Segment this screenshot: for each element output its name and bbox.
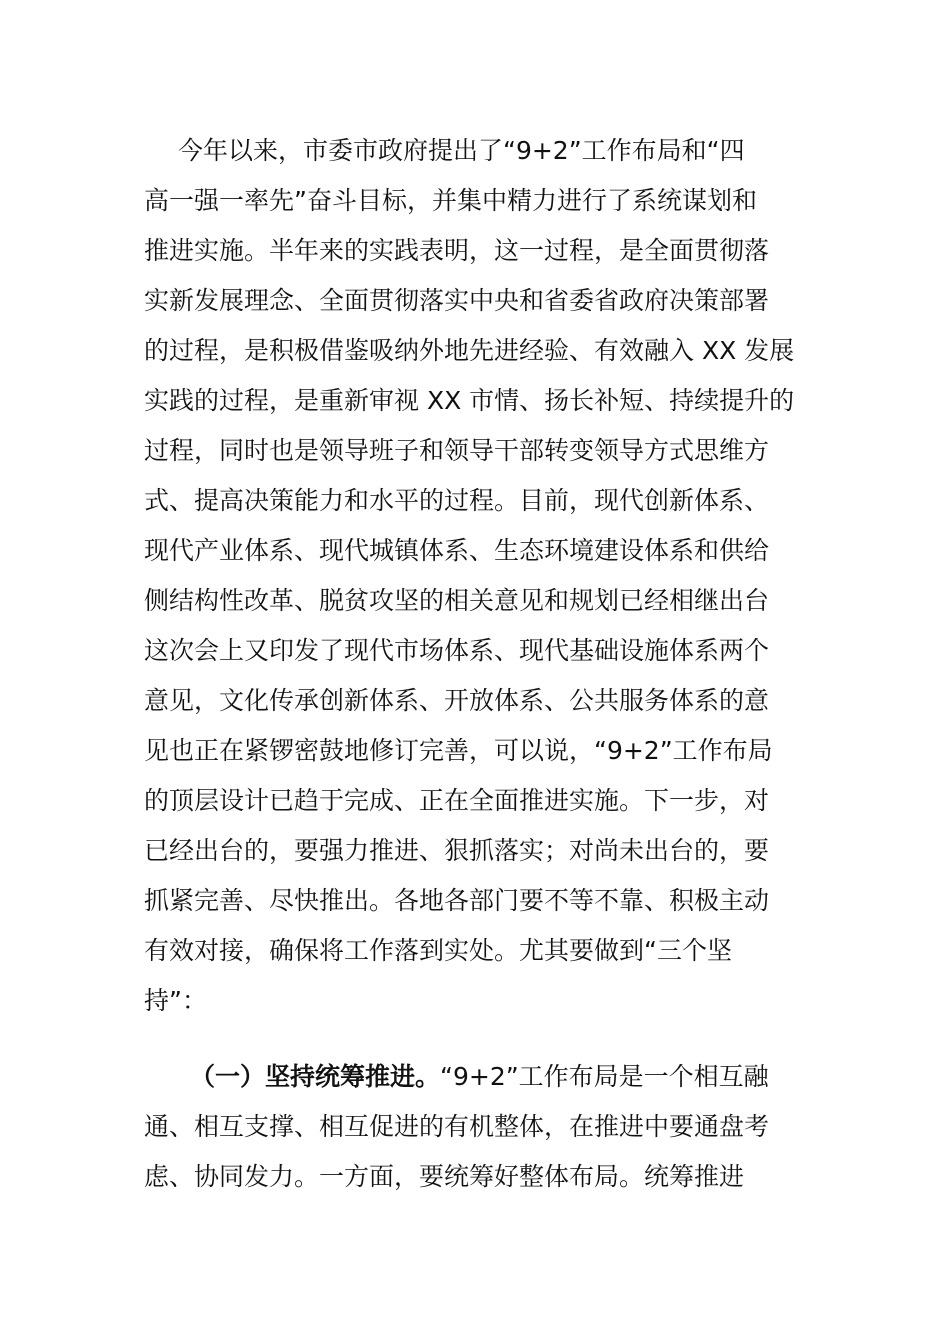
text-line — [144, 1052, 809, 1102]
text-line: 已经出台的，要强力推进、狠抓落实；对尚未出台的，要 — [144, 836, 770, 865]
text-line: 实践的过程，是重新审视 XX 市情、扬长补短、持续提升的 — [144, 386, 795, 415]
text-line: 抓紧完善、尽快推出。各地各部门要不等不靠、积极主动 — [144, 886, 770, 915]
text-line: 通、相互支撑、相互促进的有机整体，在推进中要通盘考 — [144, 1112, 770, 1141]
text-line: 侧结构性改革、脱贫攻坚的相关意见和规划已经相继出台 — [144, 586, 770, 615]
text-line: 的顶层设计已趋于完成、正在全面推进实施。下一步，对 — [144, 786, 770, 815]
text-line: 推进实施。半年来的实践表明，这一过程，是全面贯彻落 — [144, 236, 770, 265]
document-body — [144, 126, 809, 1202]
paragraph-intro — [144, 126, 809, 1026]
text-line: 有效对接，确保将工作落到实处。尤其要做到“三个坚 — [144, 936, 732, 965]
text-line: 持”： — [144, 986, 207, 1015]
text-line: 高一强一率先”奋斗目标，并集中精力进行了系统谋划和 — [144, 186, 757, 215]
paragraph-section-one — [144, 1052, 809, 1202]
text-line: 意见，文化传承创新体系、开放体系、公共服务体系的意 — [144, 686, 770, 715]
text-line: 虑、协同发力。一方面，要统筹好整体布局。统筹推进 — [144, 1162, 745, 1191]
text-line: 见也正在紧锣密鼓地修订完善，可以说，“9+2”工作布局 — [144, 736, 773, 765]
text-line: 过程，同时也是领导班子和领导干部转变领导方式思维方 — [144, 436, 770, 465]
text-line: 的过程，是积极借鉴吸纳外地先进经验、有效融入 XX 发展 — [144, 336, 795, 365]
section-heading: （一）坚持统筹推进。 — [190, 1062, 441, 1091]
section-text: “9+2”工作布局是一个相互融 — [440, 1062, 769, 1091]
text-line: 今年以来，市委市政府提出了“9+2”工作布局和“四 — [178, 136, 745, 165]
text-line: 现代产业体系、现代城镇体系、生态环境建设体系和供给 — [144, 536, 770, 565]
text-line: 这次会上又印发了现代市场体系、现代基础设施体系两个 — [144, 636, 770, 665]
text-line: 式、提高决策能力和水平的过程。目前，现代创新体系、 — [144, 486, 770, 515]
paragraph-spacer — [144, 1026, 809, 1052]
text-line: 实新发展理念、全面贯彻落实中央和省委省政府决策部署 — [144, 286, 770, 315]
